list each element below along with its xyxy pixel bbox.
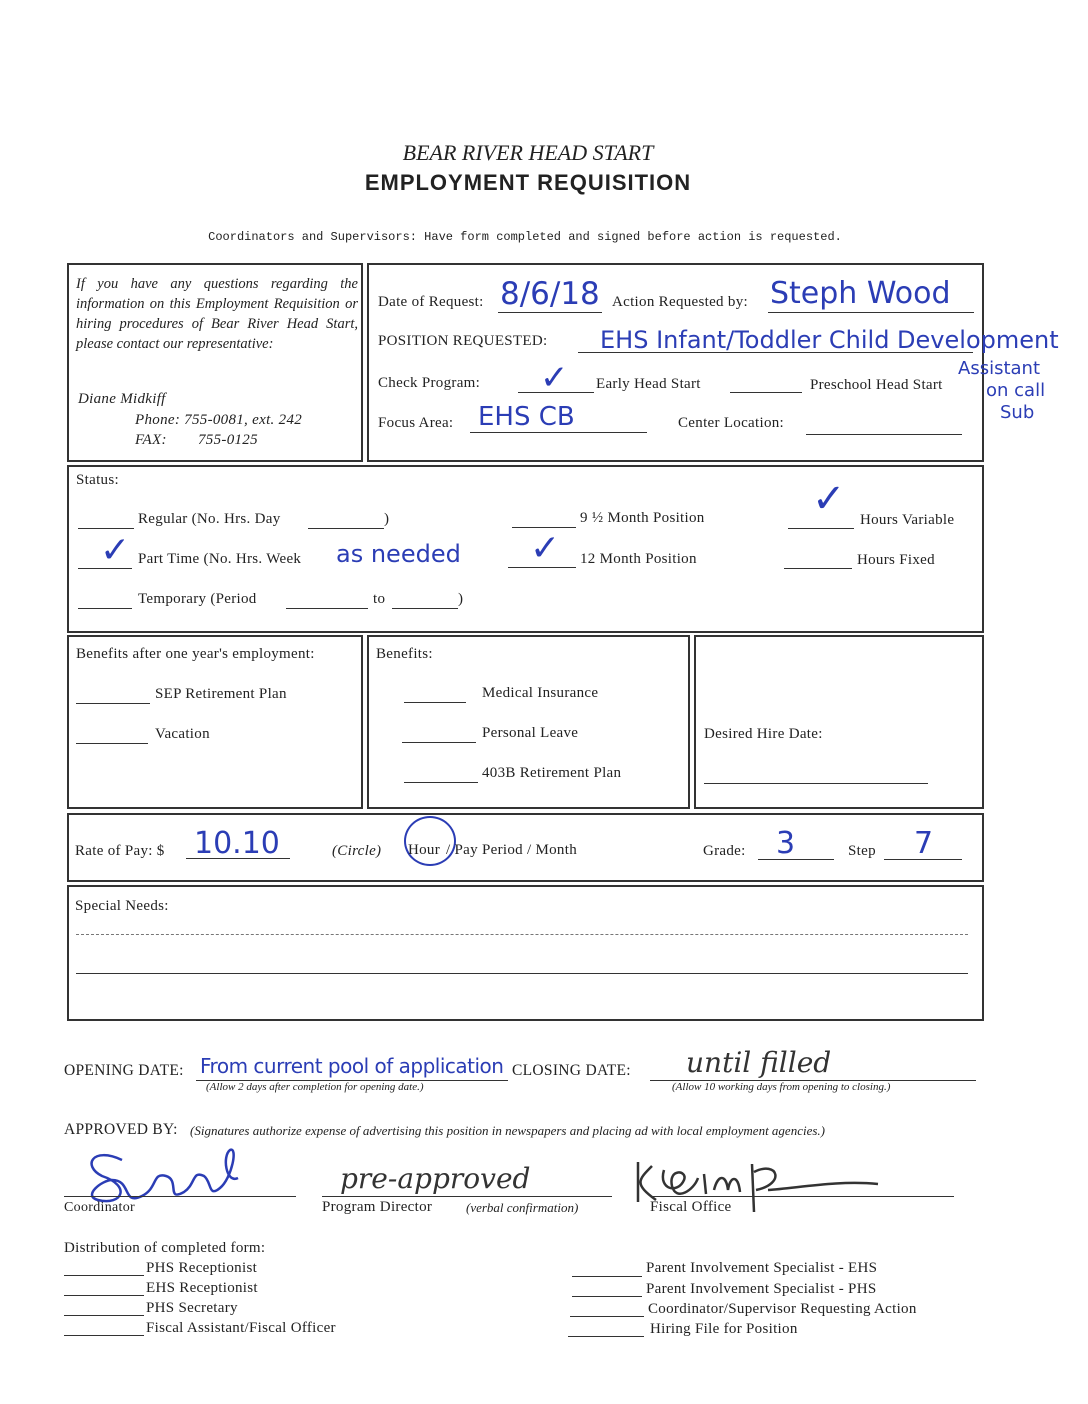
coordinator-label: Coordinator xyxy=(64,1200,135,1215)
twelve-month-label: 12 Month Position xyxy=(580,551,697,567)
dist-pis-phs: Parent Involvement Specialist - PHS xyxy=(646,1281,877,1297)
status-label: Status: xyxy=(76,472,119,488)
closing-label: CLOSING DATE: xyxy=(512,1062,631,1079)
hours-fixed-label: Hours Fixed xyxy=(857,552,935,568)
closing-value[interactable]: until filled xyxy=(686,1046,832,1079)
fiscal-label: Fiscal Office xyxy=(650,1199,732,1215)
focus-value[interactable]: EHS CB xyxy=(478,402,575,432)
director-note: (verbal confirmation) xyxy=(466,1200,579,1215)
closing-note: (Allow 10 working days from opening to closing.) xyxy=(672,1081,891,1093)
hours-variable-check[interactable]: ✓ xyxy=(812,476,846,522)
dist-pis-ehs: Parent Involvement Specialist - EHS xyxy=(646,1260,878,1276)
sep-label: SEP Retirement Plan xyxy=(155,686,287,702)
position-label: POSITION REQUESTED: xyxy=(378,333,548,349)
instructions: Coordinators and Supervisors: Have form completed and signed before action is requested. xyxy=(208,230,842,244)
position-note-oncall: on call xyxy=(986,380,1046,401)
step-value[interactable]: 7 xyxy=(914,826,934,861)
rate-value[interactable]: 10.10 xyxy=(194,826,280,861)
part-time-label: Part Time (No. Hrs. Week xyxy=(138,551,302,567)
dist-phs-secretary: PHS Secretary xyxy=(146,1300,238,1316)
date-label: Date of Request: xyxy=(378,294,484,310)
date-value[interactable]: 8/6/18 xyxy=(500,276,600,312)
dist-fiscal-officer: Fiscal Assistant/Fiscal Officer xyxy=(146,1320,336,1336)
action-value[interactable]: Steph Wood xyxy=(770,276,951,311)
center-label: Center Location: xyxy=(678,415,785,431)
form-title: EMPLOYMENT REQUISITION xyxy=(364,170,692,195)
dist-coordinator: Coordinator/Supervisor Requesting Action xyxy=(648,1301,917,1317)
approval-note: (Signatures authorize expense of advertising this position in newspapers and placing ad with local employment agencies.) xyxy=(190,1123,825,1138)
regular-close: ) xyxy=(384,511,390,527)
part-time-check[interactable]: ✓ xyxy=(100,530,131,571)
contact-fax-label: FAX: xyxy=(135,432,167,448)
hour-option[interactable]: Hour xyxy=(408,842,441,858)
contact-phone: Phone: 755-0081, ext. 242 xyxy=(135,412,303,428)
contact-fax: 755-0125 xyxy=(198,432,258,448)
grade-value[interactable]: 3 xyxy=(776,826,796,861)
opening-value[interactable]: From current pool of application xyxy=(200,1054,504,1078)
temporary-label: Temporary (Period xyxy=(138,591,257,607)
benefits-label: Benefits: xyxy=(376,646,433,662)
temporary-close: ) xyxy=(458,591,464,607)
twelve-month-check[interactable]: ✓ xyxy=(530,528,561,569)
circle-label: (Circle) xyxy=(332,843,382,859)
hire-date-label: Desired Hire Date: xyxy=(704,726,823,742)
opening-label: OPENING DATE: xyxy=(64,1062,184,1079)
approval-label: APPROVED BY: xyxy=(64,1121,178,1138)
part-time-value[interactable]: as needed xyxy=(336,540,461,568)
focus-label: Focus Area: xyxy=(378,415,454,431)
org-name: BEAR RIVER HEAD START xyxy=(402,140,654,165)
temporary-to: to xyxy=(373,591,386,607)
dist-hiring-file: Hiring File for Position xyxy=(650,1321,798,1337)
ehs-label: Early Head Start xyxy=(596,376,701,392)
program-label: Check Program: xyxy=(378,375,481,391)
position-value[interactable]: EHS Infant/Toddler Child Development xyxy=(600,326,1059,354)
hours-variable-label: Hours Variable xyxy=(860,512,955,528)
position-note-assistant: Assistant xyxy=(958,358,1041,379)
medical-label: Medical Insurance xyxy=(482,685,599,701)
action-label: Action Requested by: xyxy=(612,294,748,310)
ehs-check[interactable]: ✓ xyxy=(540,358,569,398)
regular-label: Regular (No. Hrs. Day xyxy=(138,511,281,527)
retirement-label: 403B Retirement Plan xyxy=(482,765,622,781)
dist-phs-receptionist: PHS Receptionist xyxy=(146,1260,258,1276)
director-label: Program Director xyxy=(322,1199,433,1215)
position-note-sub: Sub xyxy=(1000,402,1035,423)
grade-label: Grade: xyxy=(703,843,746,859)
step-label: Step xyxy=(848,843,876,859)
special-needs-box xyxy=(67,885,984,1021)
opening-note: (Allow 2 days after completion for opening date.) xyxy=(206,1081,424,1093)
personal-label: Personal Leave xyxy=(482,725,579,741)
contact-text: If you have any questions regarding the information on this Employment Requisition or hiring procedures of Bear River Head Start, please contact our representative: xyxy=(76,276,358,352)
distribution-label: Distribution of completed form: xyxy=(64,1240,266,1256)
nine-month-label: 9 ½ Month Position xyxy=(580,510,705,526)
dist-ehs-receptionist: EHS Receptionist xyxy=(146,1280,258,1296)
phs-label: Preschool Head Start xyxy=(810,377,943,393)
special-needs-label: Special Needs: xyxy=(75,898,169,914)
rate-label: Rate of Pay: $ xyxy=(75,843,165,859)
vacation-label: Vacation xyxy=(155,726,210,742)
director-signature: pre-approved xyxy=(340,1162,531,1195)
contact-name: Diane Midkiff xyxy=(78,391,166,407)
benefits-after-label: Benefits after one year's employment: xyxy=(76,646,315,662)
pay-options: / Pay Period / Month xyxy=(446,842,578,858)
